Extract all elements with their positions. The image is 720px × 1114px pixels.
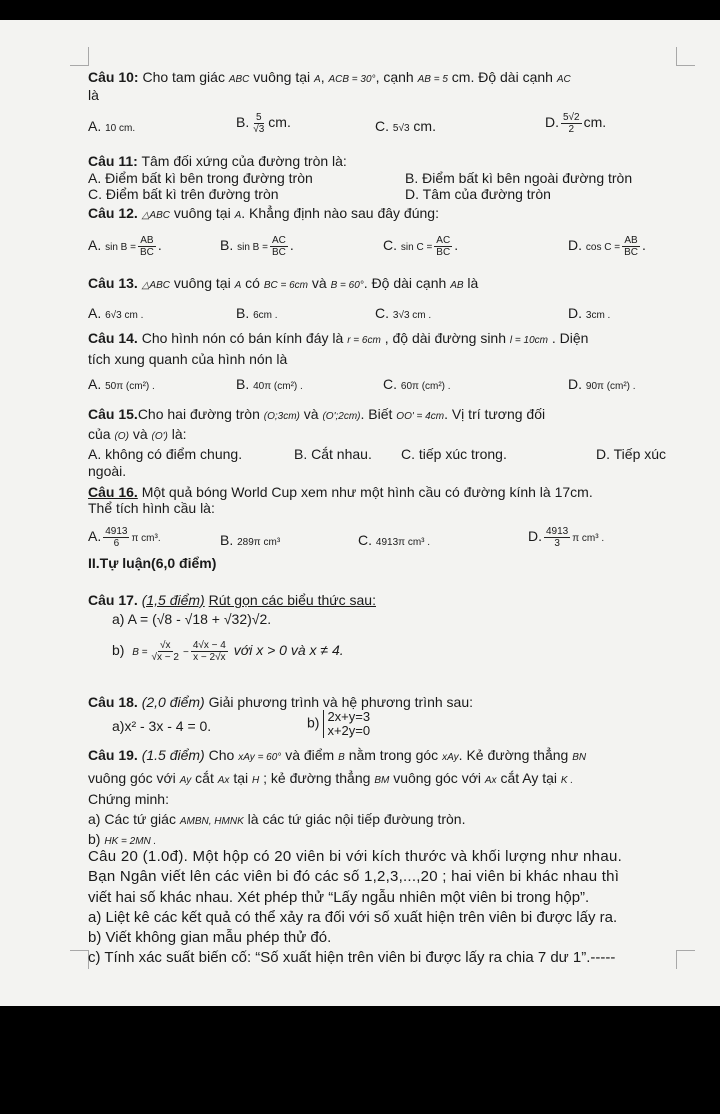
- question-19-part-a: a) Các tứ giác AMBN, HMNK là các tứ giác nội tiếp đườung tròn.: [88, 811, 466, 827]
- option-c: C. 60π (cm²) .: [383, 376, 451, 392]
- question-19-part-b: b) HK = 2MN .: [88, 831, 157, 847]
- question-15-stem-line2: của (O) và (O') là:: [88, 426, 187, 442]
- question-15-stem: Câu 15.Cho hai đường tròn (O;3cm) và (O';2cm). Biết OO' = 4cm. Vị trí tương đối: [88, 406, 546, 422]
- question-18-stem: Câu 18. (2,0 điểm) Giải phương trình và hệ phương trình sau:: [88, 694, 473, 710]
- question-19-stem-line2: vuông góc với Ay cắt Ax tại H ; kẻ đường thẳng BM vuông góc với Ax cắt Ay tại K .: [88, 770, 574, 786]
- crop-mark-bottom-left: [70, 950, 89, 969]
- option-a: A. 50π (cm²) .: [88, 376, 155, 392]
- question-20-line2: Bạn Ngân viết lên các viên bi đó các số 1,2,3,...,20 ; hai viên bi khác nhau thì: [88, 868, 620, 885]
- option-c: C. Điểm bất kì trên đường tròn: [88, 186, 279, 202]
- question-17-part-b: b) B = $\frac{√x}{√x - 2}$ − $\frac{4√x - 4}{x - 2√x}$ với x > 0 và x ≠ 4.: [112, 640, 344, 663]
- question-10-stem-end: là: [88, 87, 99, 103]
- option-a: A. 6√3 cm .: [88, 305, 144, 321]
- question-17-stem: Câu 17. (1,5 điểm) Rút gọn các biểu thức sau:: [88, 592, 376, 608]
- option-b: B. 6cm .: [236, 305, 278, 321]
- question-19-prove-label: Chứng minh:: [88, 791, 169, 807]
- question-15-option-d-cont: ngoài.: [88, 463, 127, 479]
- option-a: A. $\frac{4913}{6}$ π cm³.: [88, 526, 161, 549]
- crop-mark-top-left: [70, 47, 89, 66]
- option-d: D. cos C = $\frac{AB}{BC}$ .: [568, 235, 646, 258]
- option-a: A. 10 cm.: [88, 118, 136, 134]
- question-14-stem-line2: tích xung quanh của hình nón là: [88, 351, 288, 367]
- question-18-part-b: b) 2x+y=3 x+2y=0: [307, 709, 371, 738]
- question-16-stem: Câu 16. Một quả bóng World Cup xem như một hình cầu có đường kính là 17cm.: [88, 484, 593, 500]
- question-16-stem-line2: Thể tích hình cầu là:: [88, 500, 215, 516]
- question-20-part-b: b) Viết không gian mẫu phép thử đó.: [88, 929, 332, 946]
- option-b: B. Điểm bất kì bên ngoài đường tròn: [405, 170, 633, 186]
- option-c: C. 4913π cm³ .: [358, 532, 431, 548]
- question-14-stem: Câu 14. Cho hình nón có bán kính đáy là r = 6cm , độ dài đường sinh l = 10cm . Diện: [88, 330, 589, 346]
- question-13-stem: Câu 13. △ABC vuông tại A có BC = 6cm và B = 60°. Độ dài cạnh AB là: [88, 275, 479, 291]
- option-d: D. $\frac{4913}{3}$ π cm³ .: [528, 526, 605, 549]
- option-d: D. Tâm của đường tròn: [405, 186, 551, 202]
- option-b: B. Cắt nhau.: [294, 446, 372, 462]
- option-a: A. không có điểm chung.: [88, 446, 243, 462]
- option-c: C. sin C = $\frac{AC}{BC}$ .: [383, 235, 459, 258]
- option-a: A. sin B = $\frac{AB}{BC}$ .: [88, 235, 162, 258]
- crop-mark-top-right: [676, 47, 695, 66]
- option-a: A. Điểm bất kì bên trong đường tròn: [88, 170, 313, 186]
- option-d: D. 3cm .: [568, 305, 611, 321]
- option-b: B. 40π (cm²) .: [236, 376, 303, 392]
- option-d: D. Tiếp xúc: [596, 446, 667, 462]
- option-d: D. 90π (cm²) .: [568, 376, 636, 392]
- question-12-stem: Câu 12. △ABC vuông tại A. Khẳng định nào sau đây đúng:: [88, 205, 439, 221]
- question-19-stem: Câu 19. (1.5 điểm) Cho xAy = 60° và điểm B nằm trong góc xAy. Kẻ đường thẳng BN: [88, 747, 587, 763]
- option-d: D. $\frac{5√2}{2}$ cm.: [545, 112, 607, 135]
- question-18-part-a: a)x² - 3x - 4 = 0.: [112, 718, 212, 734]
- question-20-part-c: c) Tính xác suất biến cố: “Số xuất hiện trên viên bi được lấy ra chia 7 dư 1”.-----: [88, 949, 616, 966]
- option-c: C. 3√3 cm .: [375, 305, 432, 321]
- option-c: C. tiếp xúc trong.: [401, 446, 507, 462]
- option-b: B. 289π cm³: [220, 532, 281, 548]
- question-20-part-a: a) Liệt kê các kết quả có thể xảy ra đối với số xuất hiện trên viên bi được lấy ra.: [88, 909, 618, 926]
- option-b: B. sin B = $\frac{AC}{BC}$ .: [220, 235, 294, 258]
- crop-mark-bottom-right: [676, 950, 695, 969]
- section-heading: II.Tự luận(6,0 điểm): [88, 555, 217, 571]
- question-11-stem: Câu 11: Tâm đối xứng của đường tròn là:: [88, 153, 347, 169]
- question-20-line3: viết hai số khác nhau. Xét phép thử “Lấy ngẫu nhiên một viên bi trong hộp”.: [88, 889, 590, 906]
- document-page: [0, 20, 720, 1006]
- question-10-stem: Câu 10: Cho tam giác ABC vuông tại A, ACB = 30°, cạnh AB = 5 cm. Độ dài cạnh AC: [88, 69, 571, 85]
- question-17-part-a: a) A = (√8 - √18 + √32)√2.: [112, 611, 272, 627]
- question-20-line1: Câu 20 (1.0đ). Một hộp có 20 viên bi với kích thước và khối lượng như nhau.: [88, 848, 623, 865]
- option-b: B. $\frac{5}{√3}$ cm.: [236, 112, 291, 135]
- option-c: C. 5√3 cm.: [375, 118, 436, 134]
